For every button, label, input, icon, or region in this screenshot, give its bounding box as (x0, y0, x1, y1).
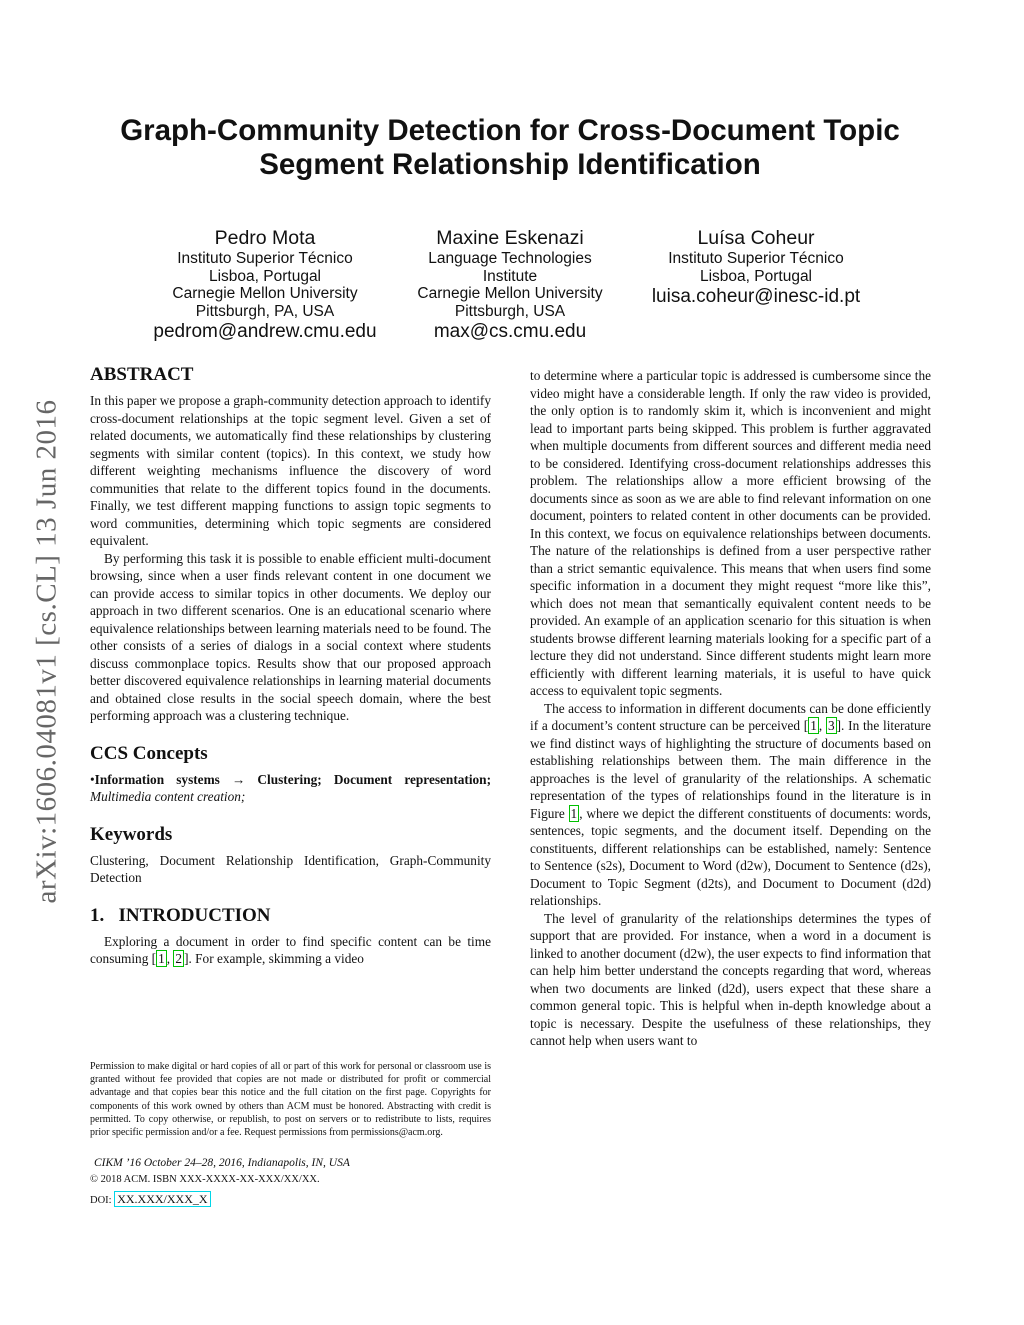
right-paragraph-1: to determine where a particular topic is addressed is cumbersome since the video might have a considerable length. If only the raw video is provided, the only option is to randomly skim it, which is inconvenient and might lead to important parts being skipped. This problem is further aggravated when multiple documents from different sources and different media need to be considered. Identifying cross-document relationships addresses this problem. The relationships allow a more efficient browsing of the documents since as soon as we are able to find relevant information on one document, pointers to related content in other documents can be provided. In this context, we focus on equivalence relationships between documents. The nature of the relationships is defined from a user perspective rather than a strict semantic equivalence. This means that when users find some specific information in a document they might request “more like this”, which does not mean that semantically equivalent content needs to be provided. An example of an application scenario for this situation is when students browse different learning materials looking for a specific part of a lecture they did not understand. Since different students might learn more efficiently with different learning materials, it is useful to have quick access to equivalent topic segments. (530, 368, 931, 698)
citation-link[interactable]: 1 (158, 951, 165, 966)
keywords-text: Clustering, Document Relationship Identification, Graph-Community Detection (90, 852, 491, 885)
ccs-bullet: • (90, 771, 95, 787)
author-email: max@cs.cmu.edu (433, 321, 587, 342)
right-column (530, 367, 931, 1050)
paper-title-line-2: Segment Relationship Identification (259, 148, 761, 181)
author-affiliation-line: Pittsburgh, USA (454, 302, 566, 320)
citation-link[interactable]: 1 (810, 718, 817, 733)
citation-link[interactable]: 3 (827, 718, 835, 733)
doi-label: DOI: (90, 1195, 115, 1206)
author-email: luisa.coheur@inesc-id.pt (651, 286, 861, 307)
author-email: pedrom@andrew.cmu.edu (153, 321, 377, 342)
ccs-concept-secondary: Clustering; Document representation; (257, 771, 491, 787)
introduction-heading: 1. INTRODUCTION (90, 904, 271, 926)
citation-separator: , (818, 718, 826, 733)
doi-line (90, 1192, 211, 1207)
author-affiliation-line: Instituto Superior Técnico (668, 250, 844, 267)
body-text: , where we depict the different constituents of documents: words, sentences, topic segments, and the document itself. Depending on the constituents, different relationships can be established, namely: Sentence to Sentence (s2s), Document to Word (d2w), Document to Sentence (d2s), Document to Topic Segment (d2ts), and Document to Document (d2d) relationships. (530, 805, 931, 908)
author-affiliation-line: Institute (482, 267, 538, 285)
permission-notice: Permission to make digital or hard copies of all or part of this work for personal or classroom use is granted without fee provided that copies are not made or distributed for profit or commercial advantage and that copies bear this notice and the full citation on the first page. Copyrights for components of this work owned by others than ACM must be honored. Abstracting with credit is permitted. To copy otherwise, or republish, to post on servers or to redistribute to lists, requires prior specific permission and/or a fee. Request permissions from permissions@acm.org. (90, 1061, 491, 1139)
body-text: The access to information in different documents can be done efficiently if a document’s content structure can be perceived [ (530, 700, 931, 733)
author-name: Pedro Mota (214, 227, 316, 249)
citation-separator: , (166, 951, 174, 966)
paper-title (60, 114, 960, 182)
author-affiliation-line: Language Technologies (428, 250, 592, 267)
author-affiliation-line: Instituto Superior Técnico (177, 250, 353, 267)
intro-text: ]. For example, skimming a video (184, 951, 364, 966)
introduction-paragraph-1 (90, 933, 491, 968)
author-affiliation-line: Lisboa, Portugal (699, 267, 813, 285)
abstract-paragraph-1: In this paper we propose a graph-community detection approach to identify cross-document relationships at the topic segment level. Given a set of related documents, we automatically find these relationships by clustering segments with similar content (topics). In this context, we study how different weighting mechanisms influence the discovery of word communities that relate to the different topics found in the documents. Finally, we test different mapping functions to assign topic segments to word communities, determining which topic segments are considered equivalent. (90, 393, 491, 548)
right-paragraph-3: The level of granularity of the relationships determines the types of support that are provided. For instance, when a word in a document is linked to another document (d2w), the user expects to find information that can help him better understand the concepts regarding that word, whereas when two documents are linked (d2d), users expect that these share a common general topic. This is helpful when in-depth knowledge about a topic is necessary. Despite the usefulness of these relationships, they cannot help when users want to (530, 910, 931, 1048)
conference-info: CIKM ’16 October 24–28, 2016, Indianapolis, IN, USA (94, 1157, 350, 1169)
ccs-concept-tertiary: Multimedia content creation; (90, 789, 246, 804)
doi-link[interactable]: XX.XXX/XXX_X (114, 1191, 210, 1207)
author-2 (380, 226, 640, 344)
author-affiliation-line: Lisboa, Portugal (208, 267, 322, 285)
copyright-line: © 2018 ACM. ISBN XXX-XXXX-XX-XXX/XX/XX. (90, 1174, 320, 1185)
abstract-heading: ABSTRACT (90, 364, 194, 385)
ccs-concepts-text (90, 771, 491, 806)
intro-text: Exploring a document in order to find specific content can be time consuming [ (90, 933, 491, 966)
author-3 (616, 226, 896, 309)
author-name: Luísa Coheur (697, 227, 815, 249)
abstract-paragraph-2: By performing this task it is possible to enable efficient multi-document browsing, since when a user finds relevant content in one document we can provide access to similar topics in other documents. We deploy our approach in two different scenarios. One is an educational scenario where equivalence relationships between learning materials need to be found. The other consists of a series of dialogs in a social context where students discuss commonplace topics. Results show that our proposed approach better discovered equivalence relationships in learning material documents and obtained close results in the social speech domain, where the best performing approach was a clustering technique. (90, 550, 491, 723)
author-affiliation-line: Carnegie Mellon University (172, 285, 358, 302)
author-name: Maxine Eskenazi (436, 227, 584, 249)
paper-title-line-1: Graph-Community Detection for Cross-Document Topic (120, 114, 900, 147)
figure-reference-link[interactable]: 1 (570, 805, 578, 821)
arxiv-identifier (30, 356, 64, 946)
arxiv-identifier-text: arXiv:1606.04081v1 [cs.CL] 13 Jun 2016 (30, 399, 63, 903)
keywords-heading: Keywords (90, 823, 173, 845)
author-affiliation-line: Pittsburgh, PA, USA (195, 302, 335, 320)
left-column (90, 364, 491, 968)
ccs-concepts-heading: CCS Concepts (90, 742, 208, 764)
citation-link[interactable]: 2 (175, 951, 183, 966)
right-paragraph-2 (530, 700, 931, 910)
ccs-arrow: → (219, 771, 258, 787)
author-affiliation-line: Carnegie Mellon University (417, 285, 603, 302)
ccs-concept-primary: Information systems (94, 771, 220, 787)
body-text: ]. In the literature we find distinct ways of highlighting the structure of documents based on establishing relationships between them. The main difference in the approaches is the level of granularity of the relationships. A schematic representation of the types of relationships found in the literature is in Figure (530, 718, 931, 821)
author-1 (125, 226, 405, 344)
